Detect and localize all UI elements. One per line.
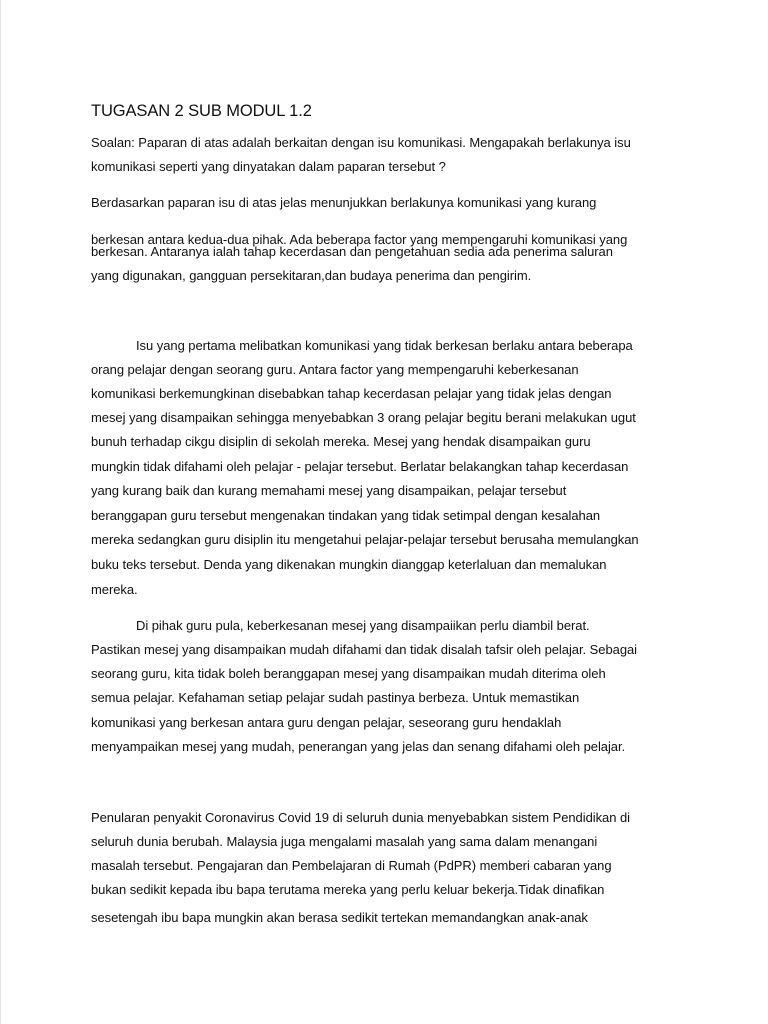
paragraph1-line: mesej yang disampaikan sehingga menyebabkan 3 orang pelajar begitu berani melakukan ugut <box>91 410 636 425</box>
paragraph1-line: mereka. <box>91 582 138 597</box>
paragraph2-line: seorang guru, kita tidak boleh beranggapan mesej yang disampaikan mudah diterima oleh <box>91 666 606 681</box>
paragraph1-line: bunuh terhadap cikgu disiplin di sekolah mereka. Mesej yang hendak disampaikan guru <box>91 434 591 449</box>
paragraph2-line: menyampaikan mesej yang mudah, penerangan yang jelas dan senang difahami oleh pelajar. <box>91 739 626 754</box>
intro-line: berkesan antara kedua-dua pihak. Ada beberapa factor yang mempengaruhi komunikasi yang <box>91 232 628 247</box>
paragraph1-line: orang pelajar dengan seorang guru. Antara factor yang mempengaruhi keberkesanan <box>91 362 579 377</box>
paragraph3-line: seluruh dunia berubah. Malaysia juga mengalami masalah yang sama dalam menangani <box>91 834 598 849</box>
paragraph1-line: mereka sedangkan guru disiplin itu mengetahui pelajar-pelajar tersebut berusaha memulangkan <box>91 532 639 547</box>
page-left-edge <box>0 0 1 1024</box>
paragraph3-line: sesetengah ibu bapa mungkin akan berasa sedikit tertekan memandangkan anak-anak <box>91 910 588 925</box>
paragraph3-line: masalah tersebut. Pengajaran dan Pembelajaran di Rumah (PdPR) memberi cabaran yang <box>91 858 612 873</box>
paragraph1-line: komunikasi berkemungkinan disebabkan tahap kecerdasan pelajar yang tidak jelas dengan <box>91 386 612 401</box>
intro-line: Berdasarkan paparan isu di atas jelas menunjukkan berlakunya komunikasi yang kurang <box>91 195 597 210</box>
paragraph1-line: buku teks tersebut. Denda yang dikenakan mungkin dianggap keterlaluan dan memalukan <box>91 557 607 572</box>
paragraph1-line: beranggapan guru tersebut mengenakan tindakan yang tidak setimpal dengan kesalahan <box>91 508 601 523</box>
paragraph2-line: Di pihak guru pula, keberkesanan mesej yang disampaiikan perlu diambil berat. <box>136 618 590 633</box>
question-line: Soalan: Paparan di atas adalah berkaitan dengan isu komunikasi. Mengapakah berlakunya isu <box>91 135 631 150</box>
paragraph1-line: mungkin tidak difahami oleh pelajar - pelajar tersebut. Berlatar belakangkan tahap kecerdasan <box>91 459 629 474</box>
paragraph2-line: Pastikan mesej yang disampaikan mudah difahami dan tidak disalah tafsir oleh pelajar. Sebagai <box>91 642 638 657</box>
paragraph3-line: Penularan penyakit Coronavirus Covid 19 di seluruh dunia menyebabkan sistem Pendidikan di <box>91 810 630 825</box>
intro-line: yang digunakan, gangguan persekitaran,dan budaya penerima dan pengirim. <box>91 268 532 283</box>
paragraph1-line: Isu yang pertama melibatkan komunikasi yang tidak berkesan berlaku antara beberapa <box>136 338 633 353</box>
paragraph2-line: komunikasi yang berkesan antara guru dengan pelajar, seseorang guru hendaklah <box>91 715 562 730</box>
question-line: komunikasi seperti yang dinyatakan dalam paparan tersebut ? <box>91 159 446 174</box>
document-title: TUGASAN 2 SUB MODUL 1.2 <box>91 102 312 120</box>
intro-line: berkesan. Antaranya ialah tahap kecerdasan dan pengetahuan sedia ada penerima saluran <box>91 244 613 259</box>
paragraph2-line: semua pelajar. Kefahaman setiap pelajar sudah pastinya berbeza. Untuk memastikan <box>91 690 580 705</box>
paragraph3-line: bukan sedikit kepada ibu bapa terutama mereka yang perlu keluar bekerja.Tidak dinafikan <box>91 882 605 897</box>
paragraph1-line: yang kurang baik dan kurang memahami mesej yang disampaikan, pelajar tersebut <box>91 483 567 498</box>
